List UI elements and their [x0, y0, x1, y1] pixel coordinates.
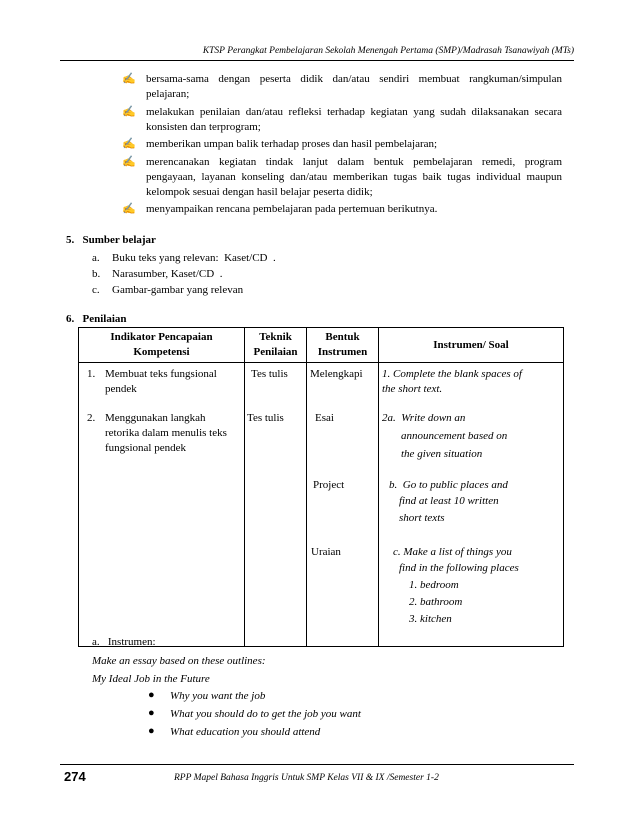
essay-title: My Ideal Job in the Future: [92, 673, 210, 685]
bullet-icon: ●: [148, 707, 155, 719]
pencil-hand-icon: ✍: [122, 138, 136, 150]
activity-item: ✍ bersama-sama dengan peserta didik dan/atau sendiri membuat rangkuman/simpulan pelajaran;: [122, 73, 562, 100]
table-header-row: [79, 328, 564, 363]
activity-item: ✍ merencanakan kegiatan tindak lanjut dalam bentuk pembelajaran remedi, program pengayaan, layanan konseling dan/atau memberikan tugas baik tugas individual maupun kelompok sesuai dengan hasil belajar peserta didik;: [122, 156, 562, 198]
footer-title: RPP Mapel Bahasa Inggris Untuk SMP Kelas VII & IX /Semester 1-2: [174, 773, 439, 783]
table-row: [79, 363, 564, 647]
outline-item: What education you should attend: [170, 726, 321, 738]
footer-rule: [60, 764, 574, 765]
instrumen-label: a. Instrumen:: [92, 636, 156, 648]
list-item: Narasumber, Kaset/CD .: [112, 268, 223, 280]
bentuk-cell: Melengkapi Esai Project Uraian: [307, 363, 379, 647]
list-marker: c.: [92, 284, 100, 296]
column-header: Teknik Penilaian: [245, 328, 307, 363]
column-header: Instrumen/ Soal: [379, 328, 564, 363]
running-header: KTSP Perangkat Pembelajaran Sekolah Menengah Pertama (SMP)/Madrasah Tsanawiyah (MTs): [202, 46, 574, 56]
pencil-hand-icon: ✍: [122, 156, 136, 168]
soal-cell: 1. Complete the blank spaces of the short text. 2a. Write down an announcement based on the given situation b. Go to public places and find at least 10 written short texts c. Make a list of things you find in the following places 1. bedroom 2. bathroom 3. kitchen: [379, 363, 564, 647]
activity-item: ✍ menyampaikan rencana pembelajaran pada pertemuan berikutnya.: [122, 203, 438, 215]
assessment-table: [78, 327, 564, 647]
list-marker: a.: [92, 252, 100, 264]
teknik-cell: Tes tulis Tes tulis: [245, 363, 307, 647]
outline-item: What you should do to get the job you want: [170, 708, 361, 720]
list-item: Buku teks yang relevan: Kaset/CD .: [112, 252, 276, 264]
pencil-hand-icon: ✍: [122, 73, 136, 85]
indikator-cell: 1. Membuat teks fungsional pendek 2. Menggunakan langkah retorika dalam menulis teks fungsional pendek: [79, 363, 245, 647]
column-header: Bentuk Instrumen: [307, 328, 379, 363]
outline-item: Why you want the job: [170, 690, 266, 702]
instrumen-instruction: Make an essay based on these outlines:: [92, 655, 266, 667]
list-item: Gambar-gambar yang relevan: [112, 284, 244, 296]
list-marker: b.: [92, 268, 101, 280]
page-number: 274: [64, 769, 86, 784]
bullet-icon: ●: [148, 725, 155, 737]
section-heading-penilaian: 6. Penilaian: [66, 313, 127, 325]
pencil-hand-icon: ✍: [122, 203, 136, 215]
header-rule: [60, 60, 574, 61]
activity-item: ✍ melakukan penilaian dan/atau refleksi terhadap kegiatan yang sudah dilaksanakan secara konsisten dan terprogram;: [122, 106, 562, 133]
bullet-icon: ●: [148, 689, 155, 701]
activity-item: ✍ memberikan umpan balik terhadap proses dan hasil pembelajaran;: [122, 138, 438, 150]
section-heading-sumber-belajar: 5. Sumber belajar: [66, 234, 156, 246]
pencil-hand-icon: ✍: [122, 106, 136, 118]
column-header: Indikator Pencapaian Kompetensi: [79, 328, 245, 363]
